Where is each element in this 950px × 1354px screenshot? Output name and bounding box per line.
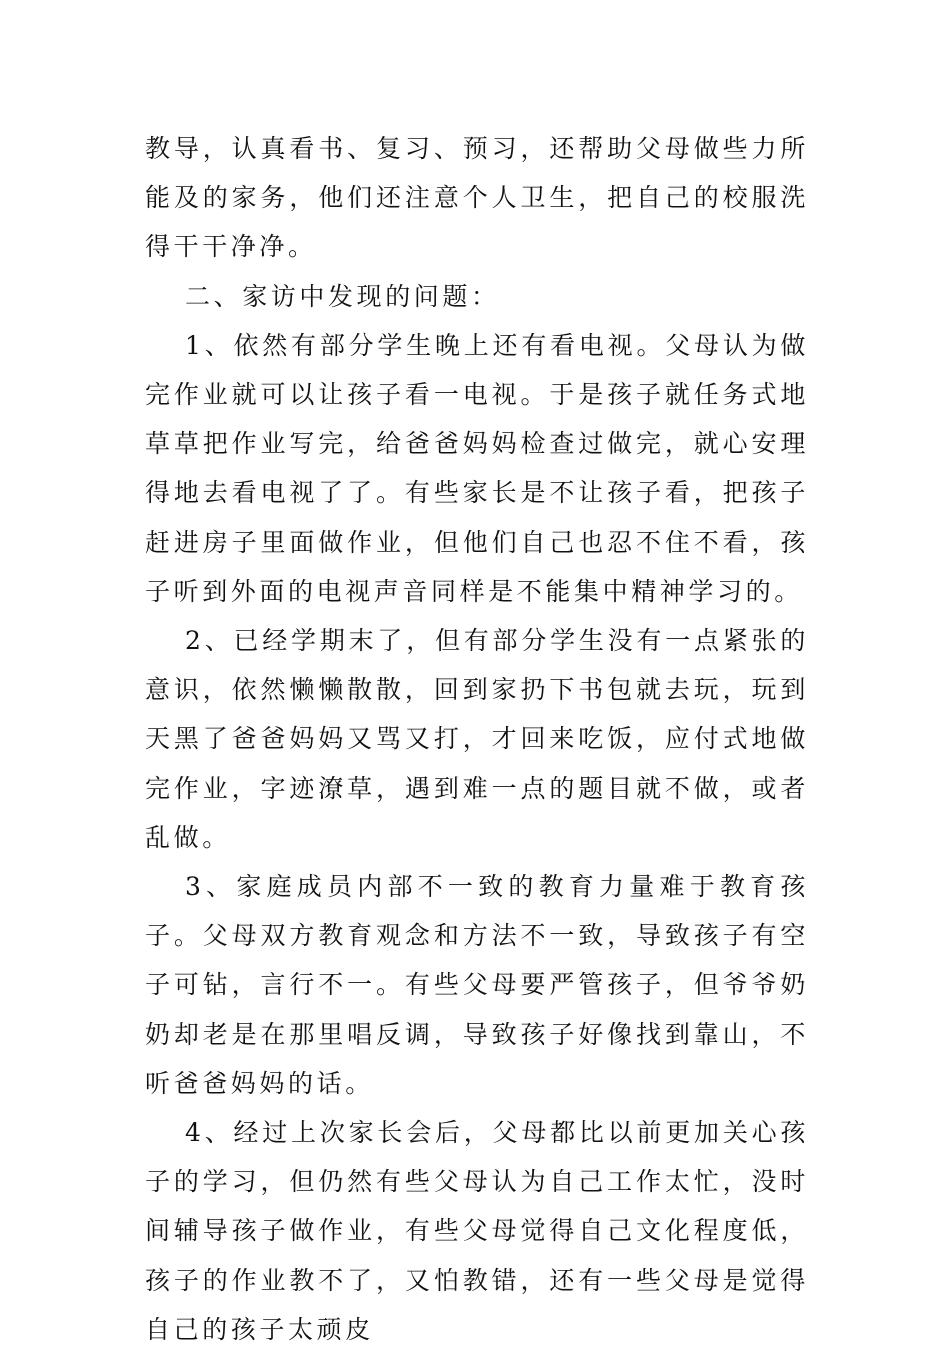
paragraph-problem-3: 3、家庭成员内部不一致的教育力量难于教育孩子。父母双方教育观念和方法不一致，导致孩子有空子可钻，言行不一。有些父母要严管孩子，但爷爷奶奶却老是在那里唱反调，导致孩子好像找到靠山，不听爸爸妈妈的话。 [145,872,809,1098]
document-body [145,124,809,1354]
paragraph-problem-4: 4、经过上次家长会后，父母都比以前更加关心孩子的学习，但仍然有些父母认为自己工作太忙，没时间辅导孩子做作业，有些父母觉得自己文化程度低，孩子的作业教不了，又怕教错，还有一些父母是觉得自己的孩子太顽皮 [145,1118,809,1344]
paragraph-problem-2: 2、已经学期末了，但有部分学生没有一点紧张的意识，依然懒懒散散，回到家扔下书包就去玩，玩到天黑了爸爸妈妈又骂又打，才回来吃饭，应付式地做完作业，字迹潦草，遇到难一点的题目就不做，或者乱做。 [145,626,809,852]
paragraph-continuation: 教导，认真看书、复习、预习，还帮助父母做些力所能及的家务，他们还注意个人卫生，把自己的校服洗得干干净净。 [145,134,809,262]
paragraph-problem-1: 1、依然有部分学生晚上还有看电视。父母认为做完作业就可以让孩子看一电视。于是孩子就任务式地草草把作业写完，给爸爸妈妈检查过做完，就心安理得地去看电视了了。有些家长是不让孩子看，把孩子赶进房子里面做作业，但他们自己也忍不住不看，孩子听到外面的电视声音同样是不能集中精神学习的。 [145,330,809,606]
section-heading-problems: 二、家访中发现的问题： [185,281,500,311]
